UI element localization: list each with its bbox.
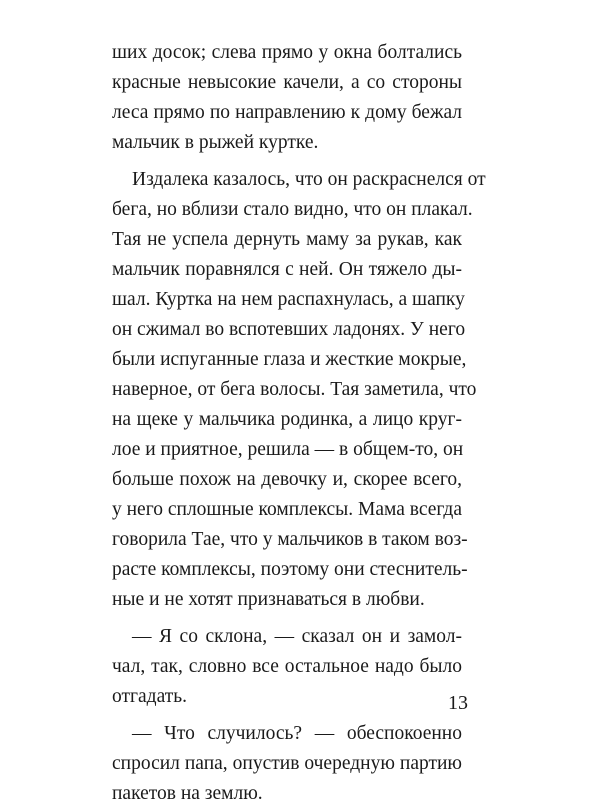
text-line: ные и не хотят признаваться в любви. (112, 589, 425, 610)
text-line: ших досок; слева прямо у окна болтались (112, 42, 462, 63)
text-line: Тая не успела дернуть маму за рукав, как (112, 229, 462, 250)
text-line: — Что случилось? — обеспокоенно (132, 723, 462, 744)
text-line: бега, но вблизи стало видно, что он плакал. (112, 199, 473, 220)
body-text (112, 38, 486, 809)
paragraph (112, 165, 486, 615)
text-line: лое и приятное, решила — в общем-то, он (112, 439, 464, 460)
text-line: леса прямо по направлению к дому бежал (112, 102, 462, 123)
text-line: спросил папа, опустив очередную партию (112, 753, 462, 774)
text-line: Издалека казалось, что он раскраснелся от (132, 169, 486, 190)
text-line: больше похож на девочку и, скорее всего, (112, 469, 462, 490)
paragraph (112, 622, 462, 712)
text-line: шал. Куртка на нем распахнулась, а шапку (112, 289, 465, 310)
text-line: у него сплошные комплексы. Мама всегда (112, 499, 463, 520)
text-line: отгадать. (112, 686, 188, 707)
text-line: наверное, от бега волосы. Тая заметила, что (112, 379, 477, 400)
text-line: мальчик в рыжей куртке. (112, 132, 319, 153)
text-line: красные невысокие качели, а со стороны (112, 72, 462, 93)
paragraph (112, 719, 462, 809)
text-line: говорила Тае, что у мальчиков в таком воз- (112, 529, 468, 550)
text-line: были испуганные глаза и жесткие мокрые, (112, 349, 467, 370)
text-line: чал, так, словно все остальное надо было (112, 656, 462, 677)
text-line: он сжимал во вспотевших ладонях. У него (112, 319, 466, 340)
paragraph (112, 38, 462, 158)
page-number: 13 (448, 692, 468, 714)
text-line: мальчик поравнялся с ней. Он тяжело ды- (112, 259, 462, 280)
text-line: — Я со склона, — сказал он и замол- (132, 626, 462, 647)
text-line: пакетов на землю. (112, 783, 263, 804)
text-line: на щеке у мальчика родинка, а лицо круг- (112, 409, 462, 430)
text-line: расте комплексы, поэтому они стеснитель- (112, 559, 468, 580)
